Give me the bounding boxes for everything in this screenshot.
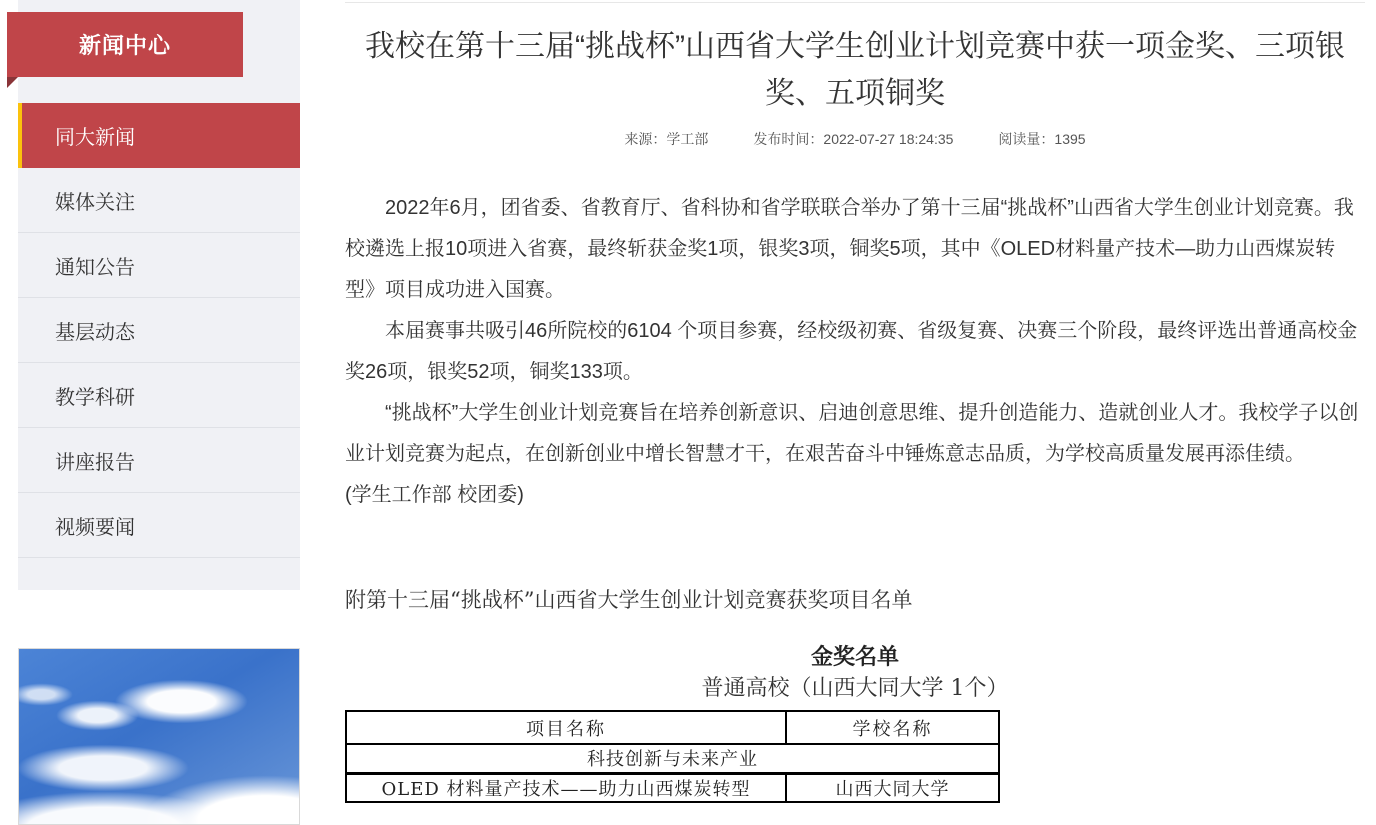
meta-view-count: 阅读量：1395	[998, 131, 1086, 147]
gold-award-list-subtitle: 普通高校（山西大同大学 1个）	[701, 676, 1009, 701]
header-school-name: 学校名称	[786, 711, 999, 744]
article-meta	[345, 129, 1365, 149]
article-signature: (学生工作部 校团委)	[345, 484, 524, 506]
sidebar-item-teaching-research[interactable]	[18, 363, 300, 428]
sidebar-item-lectures[interactable]	[18, 428, 300, 493]
school-name-cell: 山西大同大学	[786, 773, 999, 802]
sidebar-item-label: 通知公告	[55, 256, 135, 279]
sidebar-item-grassroots[interactable]	[18, 298, 300, 363]
article-paragraph: “挑战杯”大学生创业计划竞赛旨在培养创新意识、启迪创意思维、提升创造能力、造就创业人才。我校学子以创业计划竞赛为起点，在创新创业中增长智慧才干，在艰苦奋斗中锤炼意志品质，为学校高质量发展再添佳绩。	[345, 402, 1359, 465]
article-title: 我校在第十三届“挑战杯”山西省大学生创业计划竞赛中获一项金奖、三项银奖、五项铜奖	[365, 30, 1345, 110]
meta-source: 来源：学工部	[624, 131, 709, 147]
meta-publish-time: 发布时间：2022-07-27 18:24:35	[753, 131, 954, 147]
sidebar-header-ribbon	[7, 12, 243, 77]
article-paragraph: 2022年6月，团省委、省教育厅、省科协和省学联联合举办了第十三届“挑战杯”山西省大学生创业计划竞赛。我校遴选上报10项进入省赛，最终斩获金奖1项，银奖3项，铜奖5项，其中《OLED材料量产技术—助力山西煤炭转型》项目成功进入国赛。	[345, 197, 1354, 301]
ribbon-fold-decoration	[7, 77, 18, 88]
sidebar-item-label: 教学科研	[55, 386, 135, 409]
sidebar-empty-stub	[18, 558, 300, 584]
sidebar-header-title: 新闻中心	[78, 33, 171, 58]
table-category-row	[346, 744, 999, 773]
sidebar-item-label: 基层动态	[55, 321, 135, 344]
sidebar-item-label: 视频要闻	[55, 516, 135, 539]
article-paragraph: 本届赛事共吸引46所院校的6104 个项目参赛，经校级初赛、省级复赛、决赛三个阶段，最终评选出普通高校金奖26项，银奖52项，铜奖133项。	[345, 320, 1358, 383]
news-sidebar	[18, 0, 300, 590]
header-project-name: 项目名称	[346, 711, 786, 744]
article-content	[345, 2, 1365, 803]
table-header-row	[346, 711, 999, 744]
sidebar-item-media-focus[interactable]	[18, 168, 300, 233]
sidebar-item-notices[interactable]	[18, 233, 300, 298]
article-body	[345, 188, 1365, 516]
project-name-cell: OLED 材料量产技术——助力山西煤炭转型	[346, 773, 786, 802]
sidebar-item-video-news[interactable]	[18, 493, 300, 558]
sidebar-item-label: 同大新闻	[55, 127, 135, 149]
table-row	[346, 773, 999, 802]
attachment-note: 附第十三届“挑战杯”山西省大学生创业计划竞赛获奖项目名单	[345, 588, 913, 612]
sidebar-item-label: 讲座报告	[55, 451, 135, 474]
gold-award-list-title: 金奖名单	[810, 644, 899, 670]
sidebar-item-label: 媒体关注	[55, 191, 135, 214]
sky-clouds-image	[18, 648, 300, 825]
gold-award-table	[345, 710, 1000, 803]
category-cell: 科技创新与未来产业	[346, 744, 999, 773]
sidebar-nav	[18, 103, 300, 584]
sidebar-item-tongda-news[interactable]	[18, 103, 300, 168]
